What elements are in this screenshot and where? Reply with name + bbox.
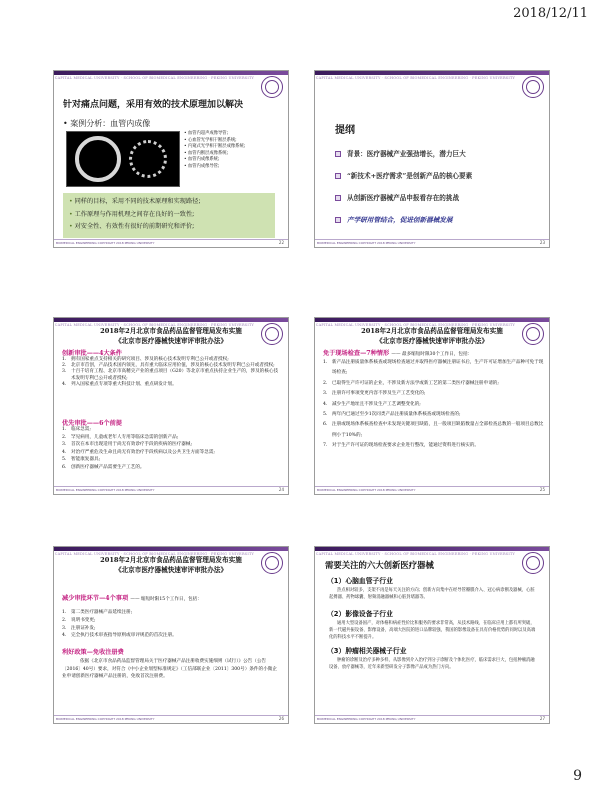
list-item: 4. 减少生产地址且不涉及生产工艺调整变化的; [323,401,421,407]
list-item: • 血管内成像导管; [184,164,245,171]
slide-title: 针对痛点问题，采用有效的技术原理加以解决 [63,100,244,110]
slide-title: 提纲 [335,125,355,136]
footer-text: BIOMEDICAL ENGINEERING COPYRIGHT 2018 PEKING UNIVERSITY [317,488,416,492]
category-description: 热点相对较多，支架不再是每天关注的方向；创新方向集中在经导管瓣膜介入、冠心病诊断及器械、心脏起搏器、药物球囊、射频消融器械和心脏封堵器等。 [329,588,535,601]
exemption-list [323,358,545,452]
slide-footer [315,715,549,723]
slide-page-number: 26 [278,716,284,721]
policy-paragraph: 依据《北京市食品药品监督管理局关于医疗器械产品注册收费实施细则（试行）》公告（公告〔2016〕40号）要求，对符合《中小企业划型标准规定》（工信部联企业〔2011〕300号）条件的小微企业申请创新医疗器械产品注册的，免收首次注册费。 [62,659,277,680]
list-item: 6. 注册或现场体系核查检查中未发现关键项目缺陷，且一般项目缺陷数量占全部检查总数的一般项目总数比例小于10%的; [323,422,544,438]
university-header: CAPITAL MEDICAL UNIVERSITY · SCHOOL OF BIOMEDICAL ENGINEERING · PEKING UNIVERSITY [54,323,254,327]
slide-page-number: 25 [539,487,545,492]
category-description: 肿瘤的诊断及治疗多种多样，从影像到介入治疗到分子诊断及个体化医疗，临床需求巨大，包括肿瘤消融设备、放疗器械等，近年来新型研发分子影像产品成为热门方向。 [329,658,535,671]
slide-header-bar [315,547,549,551]
title-line: 《北京市医疗器械快速审评审批办法》 [114,337,228,345]
university-seal-icon [261,76,283,98]
heading-text: 减少审批环节—4个事项 [62,595,129,602]
list-item: • 血管内成像系统; [184,157,245,164]
heading-note: —— 缩短时限15个工作日，包括： [130,597,202,602]
slide-header-bar [315,71,549,75]
section-heading [323,348,472,357]
list-item: • 心血管光学相干断层系统; [184,138,245,145]
slide-page-number: 22 [278,240,284,245]
slide-footer [315,486,549,494]
case-heading: • 案例分析：血管内成像 [63,118,150,129]
matter-list [62,609,282,640]
list-item: 3. 注册证补发; [62,625,96,631]
footer-text: BIOMEDICAL ENGINEERING COPYRIGHT 2018 PEKING UNIVERSITY [317,717,416,721]
university-header: CAPITAL MEDICAL UNIVERSITY · SCHOOL OF BIOMEDICAL ENGINEERING · PEKING UNIVERSITY [54,552,254,556]
outline-item: “新技术+医疗需求”是创新产品的核心要素 [335,165,472,187]
condition-list [62,357,282,388]
page-number: 9 [573,768,582,784]
title-line: 《北京市医疗器械快速审评审批办法》 [375,337,489,345]
premise-list [62,426,282,472]
slide-title [54,555,288,575]
list-item: • 血管内超声成像导管; [184,131,245,138]
vessel-cross-section [129,140,167,178]
list-item: • 内窥式光学相干断层成像系统; [184,144,245,151]
list-item: 4. 对治疗严重危及生命且尚无有效治疗手段疾病以及公共卫生方面等急需; [62,449,215,455]
heading-text: 免于现场检查—7种情形 [323,350,390,357]
slide-24 [53,317,289,495]
section-heading: 优先审批——6个前提 [62,420,122,427]
title-line: 2018年2月北京市食品药品监督管理局发布实施 [100,327,242,335]
vessel-cross-section [75,136,121,182]
outline-item: 从创新医疗器械产品申报看存在的挑战 [335,187,472,209]
heading-note: —— 最多缩短时限30个工作日，包括： [391,352,473,357]
list-item: 6. 创新医疗器械产品需要生产工艺的。 [62,464,145,470]
section-heading: 利好政策—免收注册费 [62,649,124,656]
slide-page-number: 24 [278,487,284,492]
university-seal-icon [522,552,544,574]
list-item: 1. 临床急需; [62,427,91,432]
list-item: 3. 首次在本市出现适用于尚无有效诊疗手段的疾病的医疗器械; [62,442,192,448]
footer-text: BIOMEDICAL ENGINEERING COPYRIGHT 2018 PEKING UNIVERSITY [56,717,155,721]
section-heading: 创新审批——4大条件 [62,350,122,357]
list-item: 3. 注册许可事项变更内容不涉及生产工艺变化的; [323,391,426,397]
footer-text: BIOMEDICAL ENGINEERING COPYRIGHT 2018 PEKING UNIVERSITY [317,241,416,245]
university-header: CAPITAL MEDICAL UNIVERSITY · SCHOOL OF BIOMEDICAL ENGINEERING · PEKING UNIVERSITY [315,323,515,327]
slide-22 [53,70,289,248]
list-item: 4. 完全执行技术审查指导原则或审评规范的首次注册。 [62,633,177,639]
list-item: 2. 北京市首创，产品技术国内领先，具有重大临床应用价值，涉及的核心技术发明专利已公开或者授权; [62,363,275,369]
list-item: • 血管内断层成像系统; [184,151,245,158]
list-item: 2. 已取得生产许可证的企业，不涉及新方法学或新工艺的第二类医疗器械注册申请的; [323,380,499,386]
list-item: 1. 新产品注册质量体系核查或现场检查通过并取得医疗器械注册证书后，生产许可证增加生产品种可免于现场检查; [323,360,544,376]
slide-footer [54,715,288,723]
category-heading: （3）肿瘤相关器械子行业 [327,647,407,655]
ivus-image [66,131,180,187]
slide-title: 需要关注的六大创新医疗器械 [325,560,434,570]
list-item: • 同样的目标，采用不同的技术原理和实现路径; [69,196,269,209]
slide-title [315,326,549,346]
list-item: 5. 两年内已通过至少1次同类产品注册质量体系核查或现场检查的; [323,412,461,418]
outline-item: 产学研用管结合，促进创新器械发展 [335,209,472,231]
category-description: 通用大型设备国产，对体格和病症性价比和服务的要求非常高，从技术路线、在临床应用上都有所突破，新一代磁共振设备、影像设备，高端大医院的进口品牌较强，我国的影像设备在具有价格优势的同时以及高端化的科技水平不断提升。 [329,621,536,641]
title-line: 《北京市医疗器械快速审评审批办法》 [114,566,228,574]
university-header: CAPITAL MEDICAL UNIVERSITY · SCHOOL OF BIOMEDICAL ENGINEERING · PEKING UNIVERSITY [54,76,254,80]
slide-title [54,326,288,346]
list-item: • 工作原理与作用机理之间存在良好的一致性; [69,209,269,222]
outline-item: 背景：医疗器械产业强劲增长，潜力巨大 [335,143,472,165]
modality-list [184,131,245,171]
slide-25 [314,317,550,495]
slide-header-bar [315,318,549,322]
slide-footer [315,239,549,247]
list-item: 5. 智能康复器具; [62,457,101,463]
slide-page-number: 27 [539,716,545,721]
slide-header-bar [54,71,288,75]
section-heading [62,593,202,602]
print-date: 2018/12/11 [513,6,588,21]
slide-page-number: 23 [539,240,545,245]
slide-header-bar [54,318,288,322]
footer-text: BIOMEDICAL ENGINEERING COPYRIGHT 2018 PEKING UNIVERSITY [56,241,155,245]
title-line: 2018年2月北京市食品药品监督管理局发布实施 [100,556,242,564]
category-heading: （2）影像设备子行业 [327,610,393,618]
slide-23 [314,70,550,248]
slide-27 [314,546,550,724]
slide-footer [54,239,288,247]
category-heading: （1）心脑血管子行业 [327,577,393,585]
university-header: CAPITAL MEDICAL UNIVERSITY · SCHOOL OF BIOMEDICAL ENGINEERING · PEKING UNIVERSITY [315,552,515,556]
list-item: 2. 罕见病用，儿童或老年人专用等临床急需的创新产品; [62,434,179,440]
slide-footer [54,486,288,494]
title-line: 2018年2月北京市食品药品监督管理局发布实施 [361,327,503,335]
outline-list [335,143,472,231]
list-item: • 对安全性、有效性有很好的前期研究和评价; [69,221,269,234]
footer-text: BIOMEDICAL ENGINEERING COPYRIGHT 2018 PEKING UNIVERSITY [56,488,155,492]
university-header: CAPITAL MEDICAL UNIVERSITY · SCHOOL OF BIOMEDICAL ENGINEERING · PEKING UNIVERSITY [315,76,515,80]
university-seal-icon [522,76,544,98]
list-item: 7. 对于生产许可证的现场检查要求企业进行整改，能通过资料进行核实的。 [323,443,480,449]
slide-26 [53,546,289,724]
list-item: 2. 说明书变更; [62,617,96,623]
list-item: 1. 第二类医疗器械产品延续注册; [62,610,133,615]
slide-header-bar [54,547,288,551]
summary-box [63,193,275,238]
list-item: 1. 拥有国家重点支持相关的研究项目、涉及的核心技术发明专利已公开或者授权; [62,357,229,362]
list-item: 4. 列入国家重点专项等重大科技计划、重点研发计划。 [62,381,177,387]
list-item: 3. 十百千培育工程、北京市高精尖产业的重点项目（G20）等北京市重点扶持企业生产的，涉及的核心技术发明专利已公开或者授权; [62,369,279,381]
